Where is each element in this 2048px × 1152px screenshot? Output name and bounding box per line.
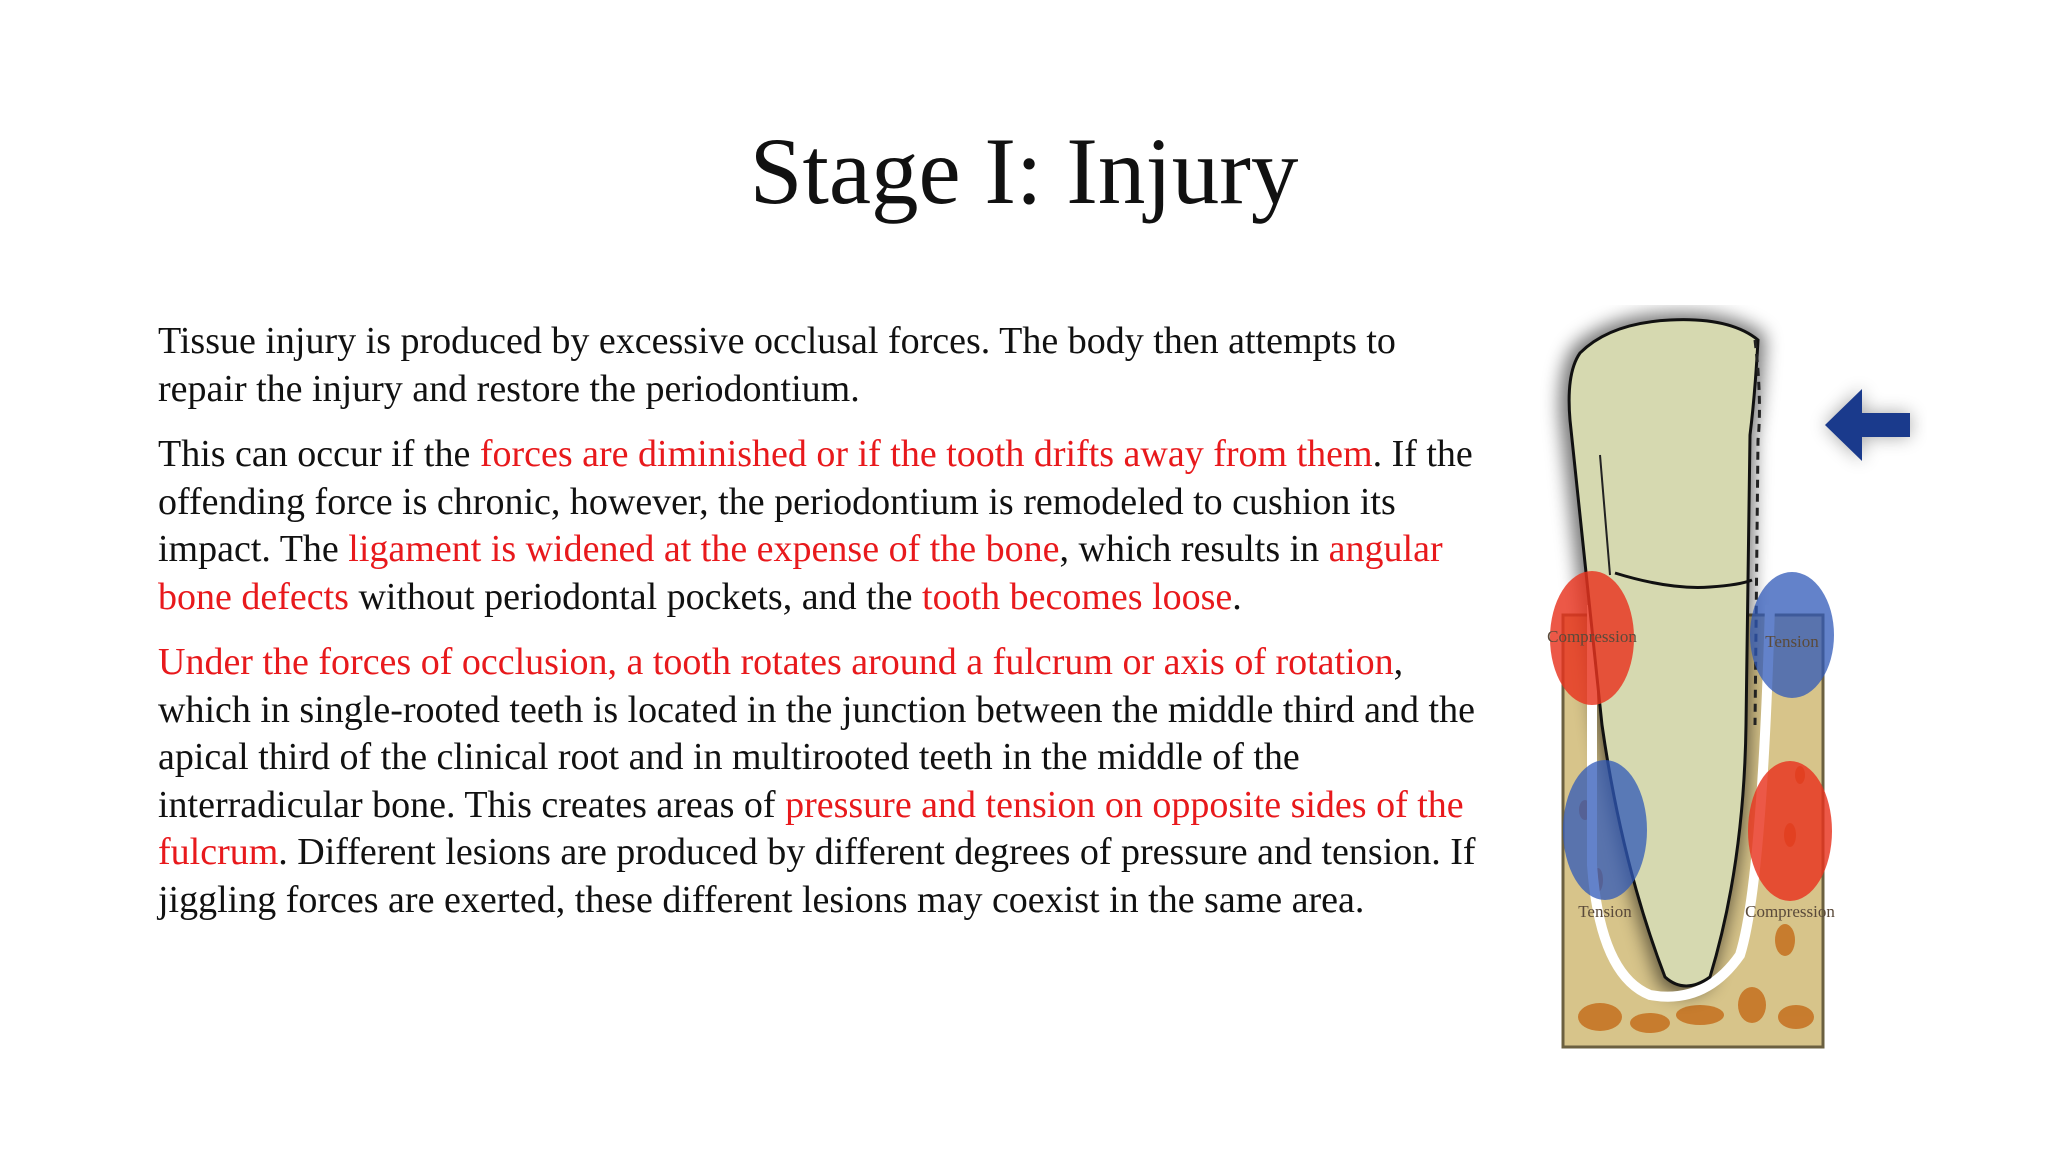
body-text-segment: . Different lesions are produced by different degrees of pressure and tension. If jiggling forces are exerted, these different lesions may coexist in the same area. (158, 831, 1476, 921)
highlighted-text: forces are diminished or if the tooth drifts away from them (479, 433, 1373, 475)
tension-zone-lower (1563, 760, 1647, 900)
label-compression-lower: Compression (1745, 902, 1835, 921)
body-text-segment: This can occur if the (158, 433, 480, 475)
body-text-segment: without periodontal pockets, and the (348, 575, 923, 618)
body-text-segment: . (1232, 575, 1242, 618)
highlighted-text: Under the forces of occlusion, a tooth rotates around a fulcrum or axis of rotation (158, 641, 1394, 683)
compression-zone-lower (1748, 761, 1832, 901)
body-text-segment: Tissue injury is produced by excessive occlusal forces. The body then attempts to repair the injury and restore the periodontium. (158, 320, 1396, 410)
paragraph-3 (158, 639, 1478, 924)
label-tension-upper: Tension (1765, 632, 1819, 651)
highlighted-text: pressure and tension on opposite sides of the fulcrum (158, 783, 1464, 873)
tooth-diagram (1500, 305, 1930, 1050)
force-arrow-icon (1825, 389, 1910, 461)
paragraph-2 (158, 431, 1478, 621)
label-tension-lower: Tension (1578, 902, 1632, 921)
body-text-segment: , which results in (1059, 528, 1329, 570)
highlighted-text: tooth becomes loose (922, 575, 1233, 618)
slide-title: Stage I: Injury (749, 118, 1299, 224)
body-text-segment: , which in single-rooted teeth is located in the junction between the middle third and the apical third of the clinical root and in multirooted teeth in the middle of the interradicular bone. This creates areas of (158, 641, 1475, 826)
label-compression-upper: Compression (1547, 627, 1637, 646)
body-text (158, 318, 1478, 942)
highlighted-text: ligament is widened at the expense of the bone (348, 528, 1060, 570)
paragraph-1 (158, 318, 1478, 413)
highlighted-text: angular bone defects (158, 528, 1443, 618)
body-text-segment: . If the offending force is chronic, however, the periodontium is remodeled to cushion its impact. The (158, 433, 1473, 570)
